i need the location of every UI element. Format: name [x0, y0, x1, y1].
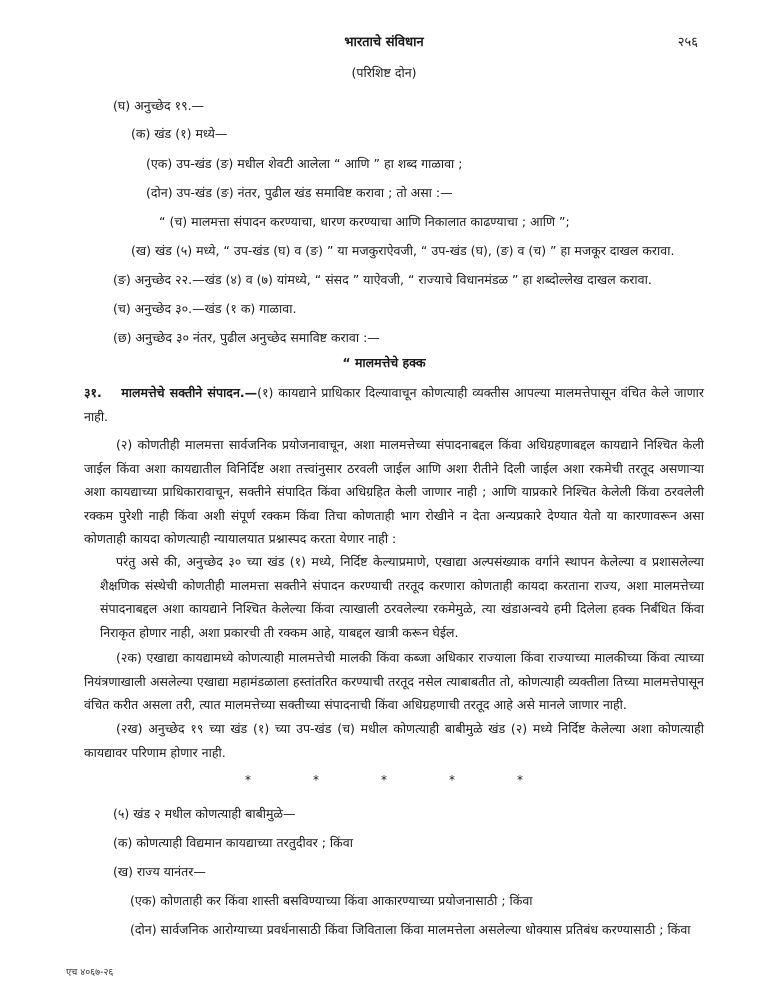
star: *	[517, 773, 523, 787]
clause-5: (५) खंड २ मधील कोणत्याही बाबीमुळे—	[113, 806, 296, 821]
clause-kha: (ख) खंड (५) मध्ये, “ उप-खंड (घ) व (ङ) ” या मजकुराऐवजी, “ उप-खंड (घ), (ङ) व (च) ” हा मजकूर दाखल करावा.	[131, 243, 675, 258]
clause-gha: (घ) अनुच्छेद १९.—	[113, 98, 205, 113]
footer-code: एच ४०६७-२६	[66, 967, 114, 978]
proviso-para: परंतु असे की, अनुच्छेद ३० च्या खंड (१) मध्ये, निर्दिष्ट केल्याप्रमाणे, एखाद्या अल्पसंख्याक वर्गाने स्थापन केलेल्या व प्रशासलेल्या शैक्षणिक संस्थेची कोणतीही मालमत्ता सक्तीने संपादन करण्याची तरतूद करणारा कोणताही कायदा करताना राज्य, अशा मालमत्तेच्या संपादनाबद्दल अशा कायद्याने निश्चित केलेल्या किंवा त्याखाली ठरवलेल्या रकमेमुळे, त्या खंडाअन्वये हमी दिलेला हक्क निर्बंधित किंवा निराकृत होणार नाही, अशा प्रकारची ती रक्कम आहे, याबद्दल खात्री करून घेईल.	[100, 554, 704, 640]
omission-stars	[0, 773, 768, 787]
clause-ka: (क) खंड (१) मध्ये—	[131, 126, 228, 141]
subclause-don: (दोन) उप-खंड (ङ) नंतर, पुढील खंड समाविष्ट करावा ; तो असा :—	[146, 185, 453, 200]
article-31-clause-1: (१) कायद्याने प्राधिकार दिल्यावाचून कोणत्याही व्यक्तीस आपल्या मालमत्तेपासून वंचित केले जाणार नाही.	[84, 385, 704, 424]
star: *	[449, 773, 455, 787]
star: *	[245, 773, 251, 787]
clause-5-ka: (क) कोणत्याही विद्यमान कायद्याच्या तरतुदीवर ; किंवा	[113, 835, 353, 850]
article-title: मालमत्तेचे सक्तीने संपादन.—	[121, 385, 258, 400]
article-31-para	[84, 381, 704, 428]
clause-5-kha: (ख) राज्य यानंतर—	[113, 864, 206, 879]
clause-2-para: (२) कोणतीही मालमत्ता सार्वजनिक प्रयोजनावाचून, अशा मालमत्तेच्या संपादनाबद्दल किंवा अधिग्रहणाबद्दल कायद्याने निश्चित केली जाईल किंवा अशा कायद्यातील विनिर्दिष्ट अशा तत्त्वांनुसार ठरवली जाईल आणि अशा रीतीने दिली जाईल अशा रकमेची तरतूद असणाऱ्या अशा कायद्याच्या प्राधिकारावाचून, सक्तीने संपादित किंवा अधिग्रहित केली जाणार नाही ; आणि याप्रकारे निश्चित केलेली किंवा ठरवलेली रक्कम पुरेशी नाही किंवा अशी संपूर्ण रक्कम किंवा तिचा कोणताही भाग रोखीने न देता अन्यप्रकारे देण्यात येतो या कारणावरून असा कोणताही कायदा कोणत्याही न्यायालयात प्रश्नास्पद करता येणार नाही :	[84, 437, 704, 547]
star: *	[381, 773, 387, 787]
clause-2b-para: (२ख) अनुच्छेद १९ च्या खंड (१) च्या उप-खंड (च) मधील कोणत्याही बाबीमुळे खंड (२) मध्ये निर्दिष्ट केलेल्या अशा कोणत्याही कायद्यावर परिणाम होणार नाही.	[84, 721, 705, 760]
section-heading: “ मालमत्तेचे हक्क	[342, 355, 426, 370]
clause-cha: (च) अनुच्छेद ३०.—खंड (१ क) गाळावा.	[113, 301, 297, 316]
clause-5-kha-don: (दोन) सार्वजनिक आरोग्याच्या प्रवर्धनासाठी किंवा जिविताला किंवा मालमत्तेला असलेल्या धोक्यास प्रतिबंध करण्यासाठी ; किंवा	[130, 922, 691, 937]
article-number: ३१.	[84, 385, 102, 400]
page-title: भारताचे संविधान	[344, 35, 424, 50]
schedule-subtitle: (परिशिष्ट दोन)	[351, 65, 417, 80]
clause-2a-para: (२क) एखाद्या कायद्यामध्ये कोणत्याही मालमत्तेची मालकी किंवा कब्जा अधिकार राज्याला किंवा राज्याच्या मालकीच्या किंवा त्याच्या नियंत्रणाखाली असलेल्या एखाद्या महामंडळाला हस्तांतरित करण्याची तरतूद नसेल त्याबाबतीत तो, कोणत्याही व्यक्तीला तिच्या मालमत्तेपासून वंचित करीत असला तरी, त्यात मालमत्तेच्या सक्तीच्या संपादनाची किंवा अधिग्रहणाची तरतूद आहे असे मानले जाणार नाही.	[84, 650, 704, 713]
page-number: २५६	[677, 35, 698, 50]
clause-nga: (ङ) अनुच्छेद २२.—खंड (४) व (७) यांमध्ये, “ संसद ” याऐवजी, “ राज्याचे विधानमंडळ ” हा शब्दोल्लेख दाखल करावा.	[113, 272, 652, 287]
clause-chha: (छ) अनुच्छेद ३० नंतर, पुढील अनुच्छेद समाविष्ट करावा :—	[113, 330, 380, 345]
clause-5-kha-ek: (एक) कोणताही कर किंवा शास्ती बसविण्याच्या किंवा आकारण्याच्या प्रयोजनासाठी ; किंवा	[130, 893, 533, 908]
star: *	[313, 773, 319, 787]
subclause-ek: (एक) उप-खंड (ङ) मधील शेवटी आलेला “ आणि ” हा शब्द गाळावा ;	[146, 156, 463, 171]
inserted-clause-cha: “ (च) मालमत्ता संपादन करण्याचा, धारण करण्याचा आणि निकालात काढण्याचा ; आणि ”;	[159, 214, 570, 229]
